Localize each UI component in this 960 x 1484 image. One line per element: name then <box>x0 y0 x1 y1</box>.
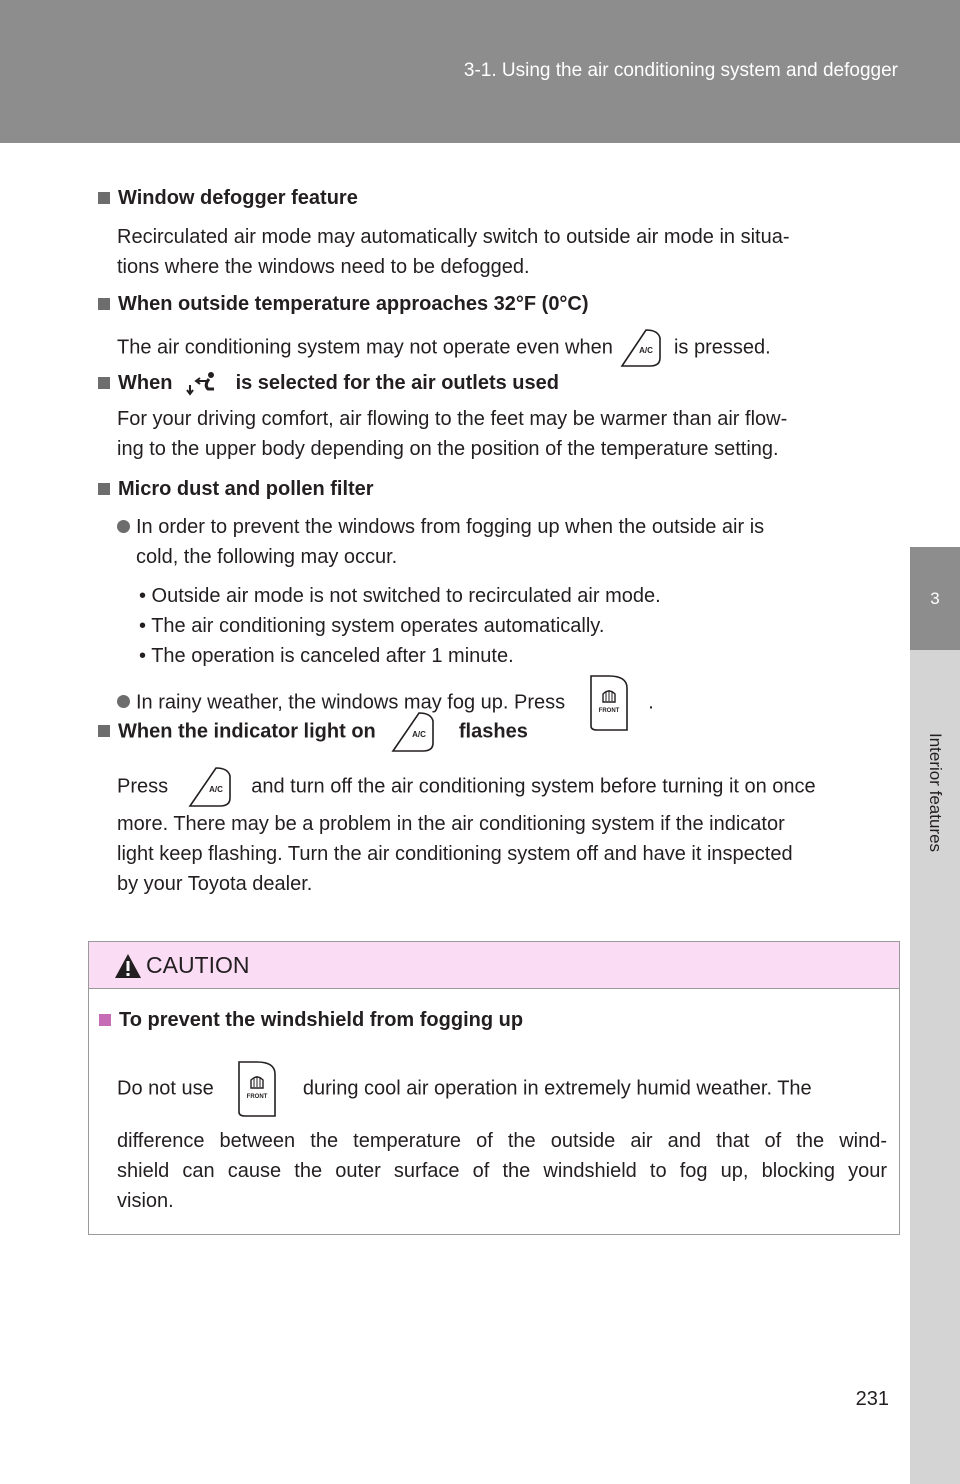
chapter-tab <box>910 547 960 650</box>
front-defogger-button-icon <box>585 674 631 732</box>
ac-button-icon <box>188 766 236 808</box>
heading-square-icon <box>98 377 110 389</box>
ac-button-icon <box>391 711 439 753</box>
chapter-number: 3 <box>930 589 940 608</box>
sub-bullet: • Outside air mode is not switched to recirculated air mode. <box>139 585 661 607</box>
sub-bullet: • The air conditioning system operates automatically. <box>139 615 605 637</box>
caution-line: difference between the temperature of the outside air and that of the wind- <box>117 1130 887 1152</box>
heading-bi-level: When is selected for the air outlets used <box>98 368 559 398</box>
caution-title: CAUTION <box>146 952 250 978</box>
heading-square-icon <box>98 298 110 310</box>
svg-text:FRONT: FRONT <box>246 1094 268 1100</box>
paragraph-line: by your Toyota dealer. <box>117 873 313 895</box>
front-defogger-button-icon <box>233 1060 279 1118</box>
paragraph-line: Recirculated air mode may automatically switch to outside air mode in situa- <box>117 226 790 248</box>
warning-triangle-icon <box>114 953 142 979</box>
heading-micro-dust: Micro dust and pollen filter <box>98 474 374 504</box>
paragraph-line: cold, the following may occur. <box>136 546 398 568</box>
bullet-dot-icon <box>117 520 130 533</box>
heading-square-icon <box>98 192 110 204</box>
paragraph-line: ing to the upper body depending on the position of the temperature setting. <box>117 438 779 460</box>
chapter-title: Interior features <box>926 733 945 853</box>
heading-outside-temperature: When outside temperature approaches 32°F (0°C) <box>98 289 589 319</box>
svg-text:A/C: A/C <box>639 346 654 355</box>
paragraph-line: Press A/C and turn off the air conditioning system before turning it on once <box>117 766 816 808</box>
paragraph-line: light keep flashing. Turn the air conditioning system off and have it inspected <box>117 843 793 865</box>
caution-line: Do not use FRONT during cool air operation in extremely humid weather. The <box>117 1060 812 1118</box>
svg-text:FRONT: FRONT <box>598 708 620 714</box>
page-number: 231 <box>855 1388 889 1410</box>
heading-indicator-flashes: When the indicator light on A/C flashes <box>98 711 528 753</box>
paragraph-line: more. There may be a problem in the air conditioning system if the indicator <box>117 813 785 835</box>
heading-square-icon <box>99 1014 111 1026</box>
paragraph-line: tions where the windows need to be defogged. <box>117 256 530 278</box>
heading-square-icon <box>98 483 110 495</box>
chapter-label <box>910 733 960 933</box>
sub-bullet: • The operation is canceled after 1 minute. <box>139 645 514 667</box>
bullet-item: In order to prevent the windows from fogging up when the outside air is <box>117 512 764 542</box>
bullet-dot-icon <box>117 695 130 708</box>
caution-line: vision. <box>117 1190 174 1212</box>
svg-text:A/C: A/C <box>412 730 427 739</box>
ac-button-icon <box>620 328 666 368</box>
svg-text:A/C: A/C <box>208 785 223 794</box>
section-title: 3-1. Using the air conditioning system and defogger <box>463 60 898 81</box>
caution-heading: To prevent the windshield from fogging up <box>99 1005 523 1035</box>
paragraph-line: The air conditioning system may not operate even when A/C is pressed. <box>117 328 771 368</box>
bi-level-airflow-icon <box>184 371 224 397</box>
heading-window-defogger: Window defogger feature <box>98 183 358 213</box>
paragraph-line: For your driving comfort, air flowing to the feet may be warmer than air flow- <box>117 408 788 430</box>
caution-box <box>88 941 900 1235</box>
bullet-item: In rainy weather, the windows may fog up. Press FRONT . <box>117 674 654 732</box>
page-header <box>0 0 960 143</box>
heading-square-icon <box>98 725 110 737</box>
caution-line: shield can cause the outer surface of the windshield to fog up, blocking your <box>117 1160 887 1182</box>
caution-header <box>89 942 899 989</box>
